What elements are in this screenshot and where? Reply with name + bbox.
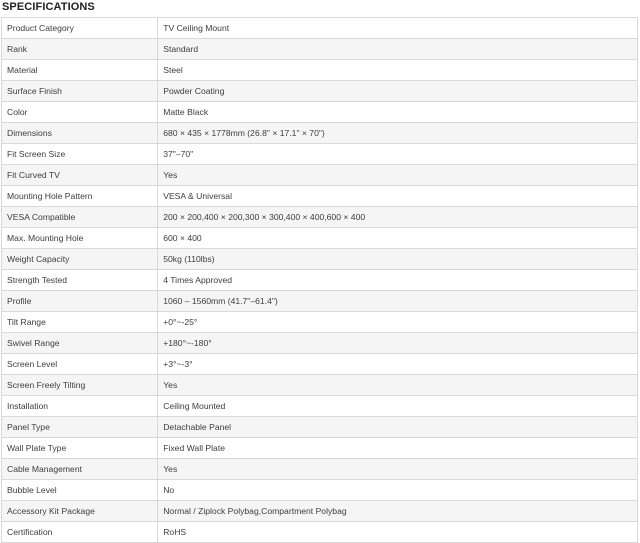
spec-value: No (158, 480, 638, 501)
spec-label: Material (2, 60, 158, 81)
spec-value: Yes (158, 375, 638, 396)
spec-value: Fixed Wall Plate (158, 438, 638, 459)
spec-value: 37"–70" (158, 144, 638, 165)
specifications-table (1, 17, 638, 543)
spec-row-vesa-compatible (2, 207, 638, 228)
spec-label: Fit Curved TV (2, 165, 158, 186)
spec-row-fit-screen-size (2, 144, 638, 165)
spec-value: RoHS (158, 522, 638, 543)
spec-label: Product Category (2, 18, 158, 39)
spec-value: +180°~-180° (158, 333, 638, 354)
spec-row-panel-type (2, 417, 638, 438)
spec-row-product-category (2, 18, 638, 39)
spec-label: Tilt Range (2, 312, 158, 333)
spec-value: 600 × 400 (158, 228, 638, 249)
spec-row-accessory-kit-package (2, 501, 638, 522)
spec-label: Profile (2, 291, 158, 312)
spec-value: Ceiling Mounted (158, 396, 638, 417)
spec-label: Color (2, 102, 158, 123)
spec-value: Detachable Panel (158, 417, 638, 438)
spec-label: Cable Management (2, 459, 158, 480)
spec-value: 4 Times Approved (158, 270, 638, 291)
spec-value: Yes (158, 459, 638, 480)
spec-row-certification (2, 522, 638, 543)
spec-row-swivel-range (2, 333, 638, 354)
spec-row-surface-finish (2, 81, 638, 102)
spec-label: Weight Capacity (2, 249, 158, 270)
spec-value: Standard (158, 39, 638, 60)
spec-row-cable-management (2, 459, 638, 480)
specifications-table-body (2, 18, 638, 543)
spec-label: Fit Screen Size (2, 144, 158, 165)
spec-label: Swivel Range (2, 333, 158, 354)
spec-label: Rank (2, 39, 158, 60)
spec-label: Screen Freely Tilting (2, 375, 158, 396)
spec-value: +0°~-25° (158, 312, 638, 333)
spec-row-bubble-level (2, 480, 638, 501)
spec-row-fit-curved-tv (2, 165, 638, 186)
spec-row-dimensions (2, 123, 638, 144)
spec-label: Dimensions (2, 123, 158, 144)
spec-value: Steel (158, 60, 638, 81)
spec-row-screen-freely-tilting (2, 375, 638, 396)
spec-row-screen-level (2, 354, 638, 375)
spec-row-mounting-hole-pattern (2, 186, 638, 207)
spec-row-wall-plate-type (2, 438, 638, 459)
spec-row-color (2, 102, 638, 123)
spec-value: Powder Coating (158, 81, 638, 102)
spec-value: 1060 – 1560mm (41.7"–61.4") (158, 291, 638, 312)
spec-value: Matte Black (158, 102, 638, 123)
spec-row-max-mounting-hole (2, 228, 638, 249)
spec-value: TV Ceiling Mount (158, 18, 638, 39)
spec-value: VESA & Universal (158, 186, 638, 207)
spec-row-profile (2, 291, 638, 312)
spec-label: Certification (2, 522, 158, 543)
spec-label: Screen Level (2, 354, 158, 375)
spec-value: +3°~-3° (158, 354, 638, 375)
spec-row-tilt-range (2, 312, 638, 333)
spec-label: VESA Compatible (2, 207, 158, 228)
spec-row-material (2, 60, 638, 81)
spec-value: 200 × 200,400 × 200,300 × 300,400 × 400,600 × 400 (158, 207, 638, 228)
specifications-title: SPECIFICATIONS (2, 1, 95, 13)
spec-label: Mounting Hole Pattern (2, 186, 158, 207)
spec-value: 680 × 435 × 1778mm (26.8" × 17.1" × 70") (158, 123, 638, 144)
spec-label: Installation (2, 396, 158, 417)
spec-row-rank (2, 39, 638, 60)
spec-row-weight-capacity (2, 249, 638, 270)
spec-label: Wall Plate Type (2, 438, 158, 459)
spec-label: Accessory Kit Package (2, 501, 158, 522)
spec-value: Normal / Ziplock Polybag,Compartment Polybag (158, 501, 638, 522)
spec-row-strength-tested (2, 270, 638, 291)
spec-value: Yes (158, 165, 638, 186)
spec-label: Max. Mounting Hole (2, 228, 158, 249)
spec-label: Panel Type (2, 417, 158, 438)
spec-label: Strength Tested (2, 270, 158, 291)
spec-row-installation (2, 396, 638, 417)
spec-label: Bubble Level (2, 480, 158, 501)
spec-value: 50kg (110lbs) (158, 249, 638, 270)
spec-label: Surface Finish (2, 81, 158, 102)
